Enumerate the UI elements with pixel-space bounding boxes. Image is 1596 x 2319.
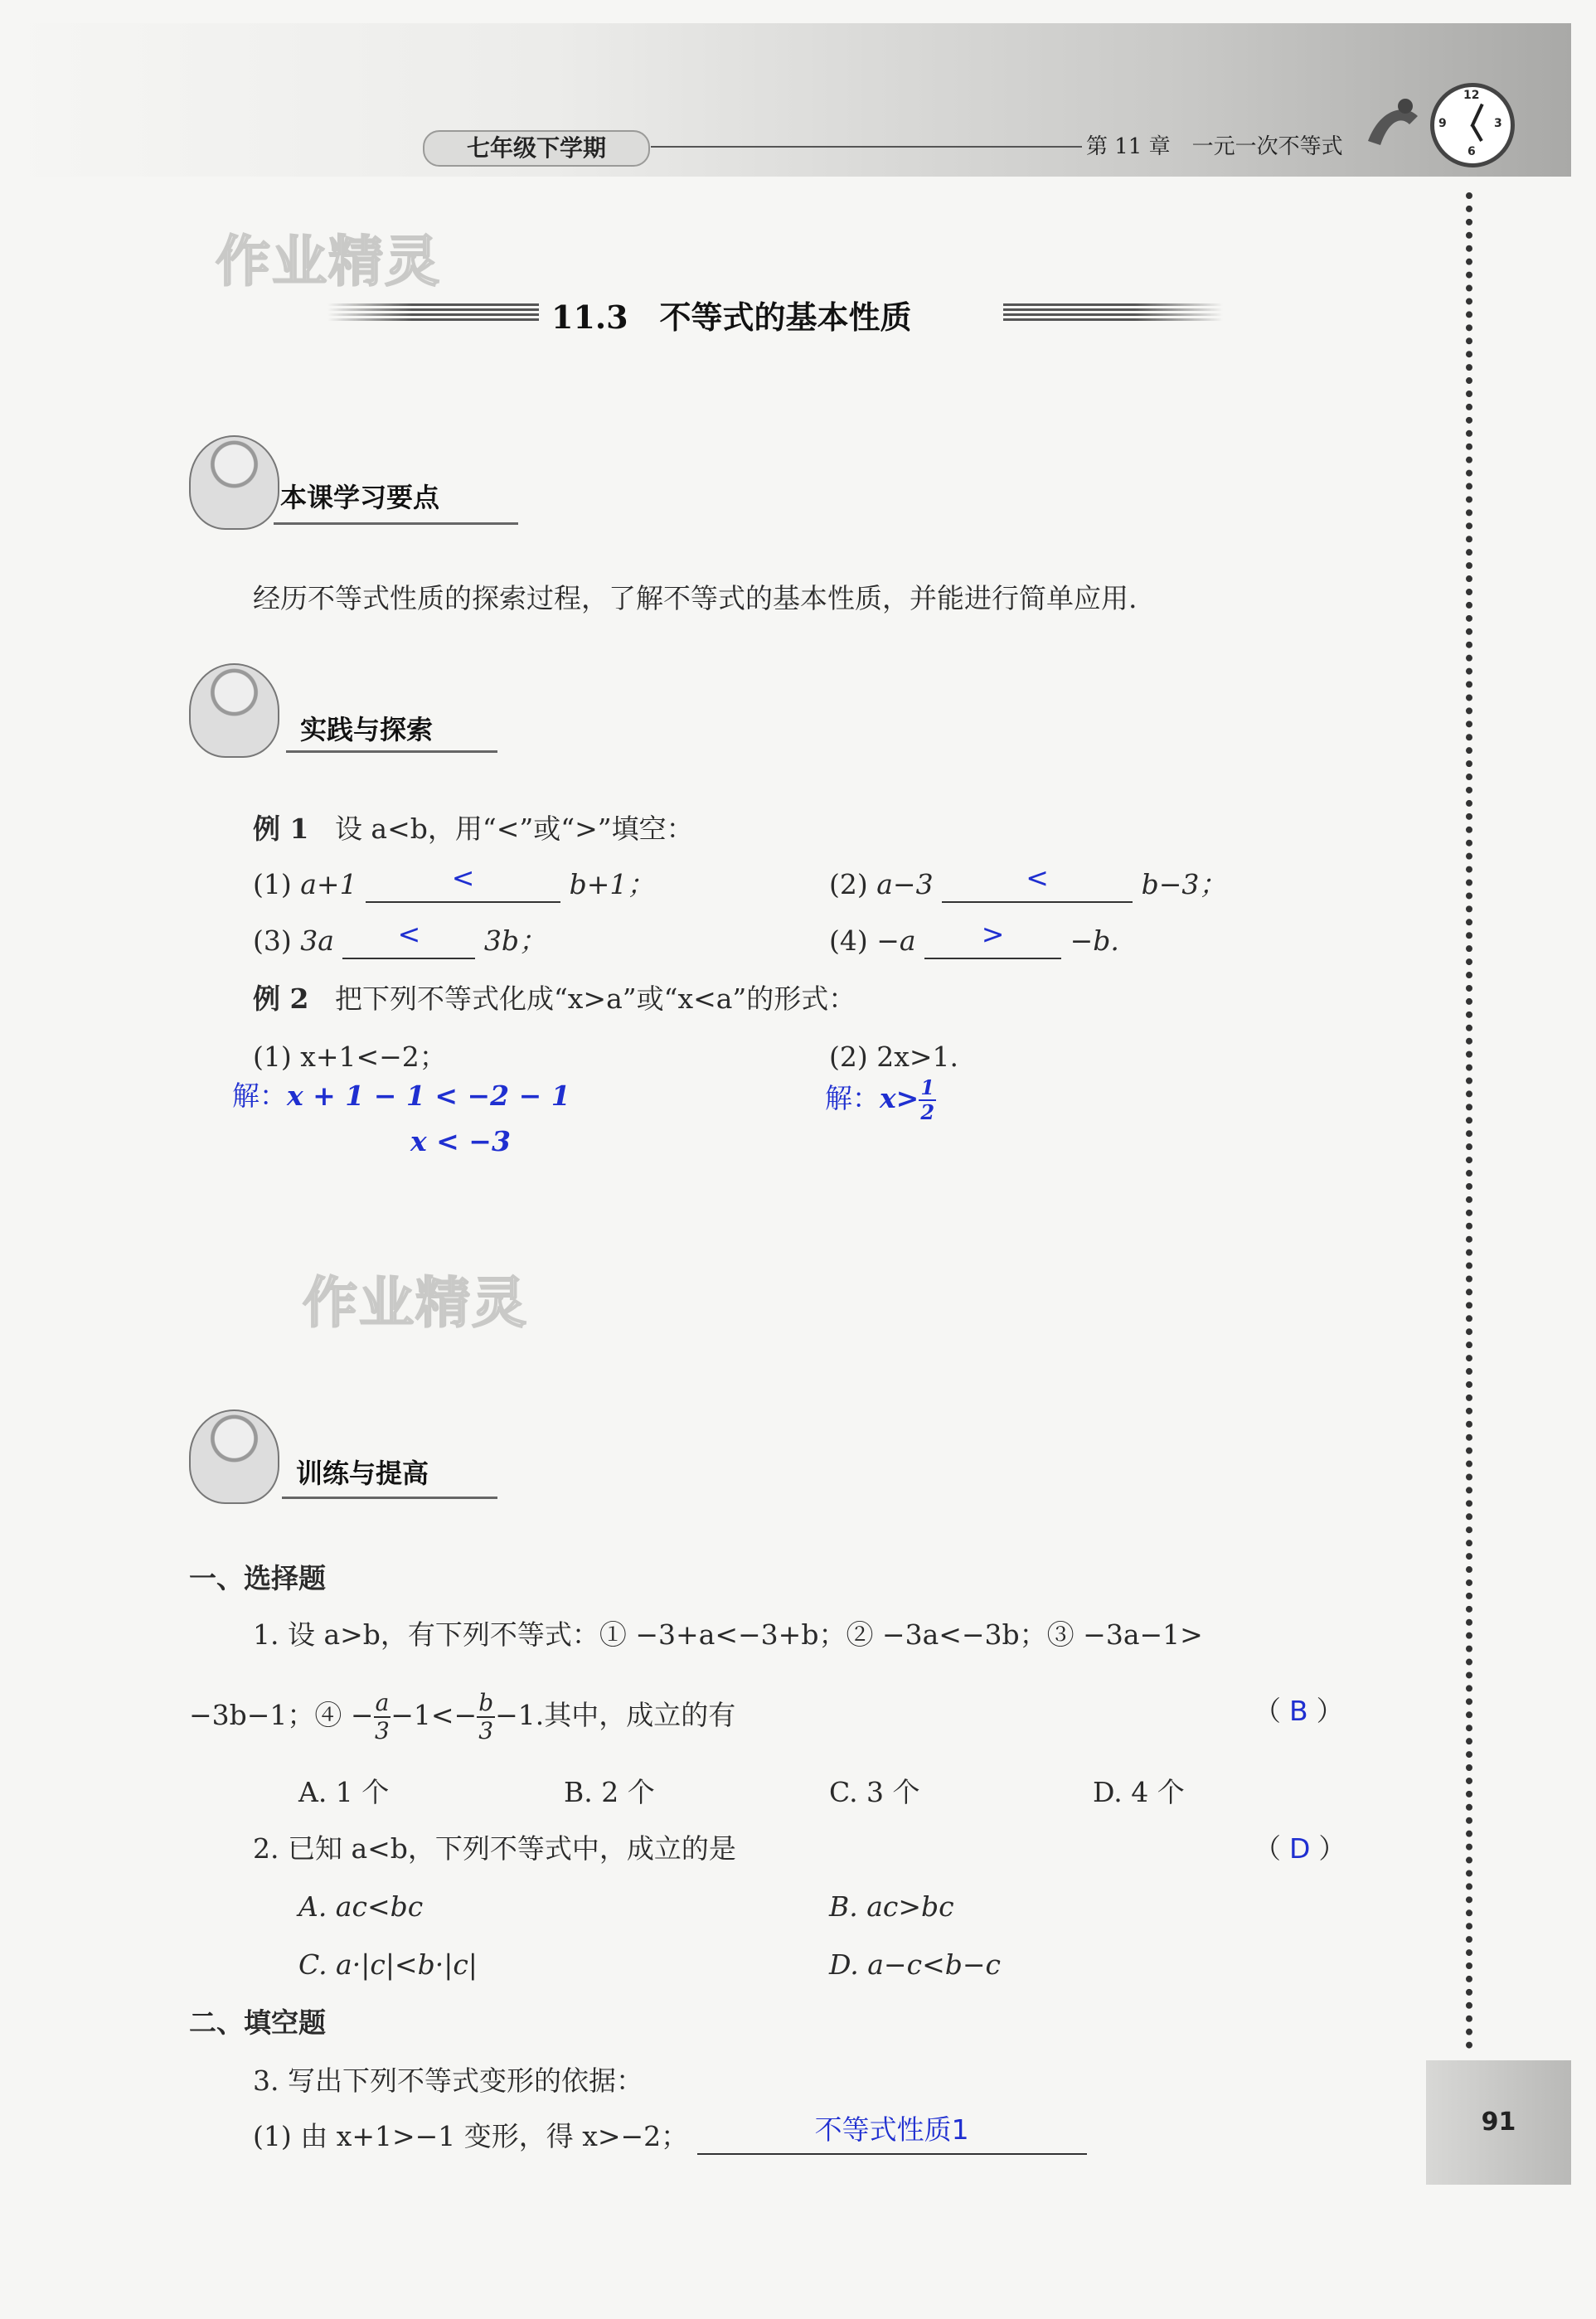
example1-label: 例 1	[253, 813, 309, 845]
fraction	[919, 1075, 936, 1124]
solution-line: x + 1 − 1 < −2 − 1	[287, 1079, 570, 1112]
example1-item-4	[829, 918, 1119, 959]
question-3-stem: 3. 写出下列不等式变形的依据：	[253, 2064, 643, 2097]
denominator: 3	[375, 1717, 390, 1744]
item-left: 3a	[300, 924, 334, 957]
item-left: −a	[876, 924, 916, 957]
clock-number: 6	[1467, 145, 1476, 158]
example1-item-1	[253, 861, 655, 903]
example2-item-2: (2) 2x>1.	[829, 1041, 958, 1073]
reading-mascot-icon	[189, 435, 279, 530]
fraction	[477, 1691, 495, 1743]
question-1-line1: 1. 设 a>b，有下列不等式：① −3+a<−3+b；② −3a<−3b；③ −3a−1>	[253, 1618, 1203, 1651]
item-left: a+1	[300, 868, 357, 900]
learning-points-heading: 本课学习要点	[280, 482, 440, 513]
answer-text: D	[1289, 1832, 1311, 1865]
heading-underline	[286, 750, 497, 753]
answer-blank	[342, 918, 475, 959]
answer-text: <	[397, 918, 421, 950]
answer-blank	[942, 861, 1133, 903]
q1-text: −3b−1；④ −	[189, 1699, 374, 1731]
item-number: (2)	[829, 868, 868, 900]
dotted-edge	[1466, 192, 1472, 2050]
fraction	[374, 1691, 391, 1743]
answer-blank	[697, 2113, 1087, 2155]
q2-option-a: A. ac<bc	[298, 1890, 424, 1923]
example2-label: 例 2	[253, 982, 309, 1015]
solution-2	[825, 1075, 936, 1124]
solution-line: x>	[880, 1082, 919, 1114]
q2-option-c: C. a·|c|<b·|c|	[298, 1948, 478, 1981]
watermark: 作业精灵	[303, 1271, 528, 1335]
solution-line: x < −3	[410, 1125, 511, 1157]
clock-hand	[1471, 124, 1482, 142]
q3-text: (1) 由 x+1>−1 变形，得 x>−2；	[253, 2120, 689, 2152]
example1-item-3	[253, 918, 547, 959]
part1-heading: 一、选择题	[189, 1562, 326, 1594]
part2-heading: 二、填空题	[189, 2006, 326, 2039]
item-number: (1)	[253, 868, 292, 900]
question-1-line2	[189, 1691, 735, 1743]
item-left: a−3	[876, 868, 934, 900]
q1-option-c: C. 3 个	[829, 1776, 920, 1808]
practice-heading: 实践与探索	[300, 714, 434, 745]
header-rule	[651, 146, 1082, 148]
q1-text: −1.其中，成立的有	[495, 1699, 736, 1731]
item-right: b−3；	[1141, 868, 1227, 900]
training-heading: 训练与提高	[296, 1458, 429, 1489]
answer-text: <	[1026, 861, 1049, 894]
writing-mascot-icon	[189, 663, 279, 758]
clock-number: 9	[1438, 117, 1447, 130]
question-2-stem: 2. 已知 a<b，下列不等式中，成立的是	[253, 1832, 736, 1865]
answer-blank	[366, 861, 560, 903]
solution-1	[232, 1078, 570, 1114]
clock-icon	[1430, 83, 1515, 167]
answer-text: >	[981, 918, 1005, 950]
q2-option-b: B. ac>bc	[829, 1890, 954, 1923]
numerator: a	[375, 1689, 390, 1716]
solution-label: 解：	[232, 1079, 287, 1112]
answer-blank	[924, 918, 1061, 959]
section-title: 11.3 不等式的基本性质	[551, 298, 912, 336]
q1-option-d: D. 4 个	[1093, 1776, 1185, 1808]
bracket: （	[1254, 1695, 1281, 1727]
q1-option-b: B. 2 个	[564, 1776, 655, 1808]
chapter-label: 第 11 章 一元一次不等式	[1086, 134, 1343, 159]
answer-text: B	[1289, 1695, 1308, 1727]
item-number: (3)	[253, 924, 292, 957]
kids-mascot-icon	[189, 1409, 279, 1504]
heading-underline	[282, 1497, 497, 1499]
answer-bracket-q1	[1254, 1693, 1344, 1730]
item-right: −b.	[1070, 924, 1119, 957]
bracket: （	[1254, 1832, 1281, 1865]
clock-number: 12	[1463, 89, 1480, 102]
example1-prompt	[253, 811, 694, 847]
numerator: b	[478, 1689, 494, 1716]
clock-number: 3	[1494, 117, 1502, 130]
item-right: 3b；	[483, 924, 547, 957]
answer-bracket-q2	[1254, 1831, 1346, 1867]
solution-label: 解：	[825, 1082, 880, 1114]
q1-text: −1<−	[391, 1699, 478, 1731]
solution-1-result	[410, 1123, 511, 1160]
numerator: 1	[920, 1075, 935, 1099]
bracket: ）	[1316, 1695, 1344, 1727]
answer-text: 不等式性质1	[814, 2113, 969, 2146]
example2-item-1: (1) x+1<−2；	[253, 1041, 447, 1073]
clock-hand	[1470, 104, 1483, 128]
question-3-item-1	[253, 2113, 1087, 2155]
heading-underline	[274, 522, 518, 525]
runner-icon	[1360, 91, 1426, 158]
answer-text: <	[451, 861, 475, 894]
bracket: ）	[1318, 1832, 1346, 1865]
watermark: 作业精灵	[216, 230, 441, 294]
item-right: b+1；	[569, 868, 655, 900]
learning-points-text: 经历不等式性质的探索过程，了解不等式的基本性质，并能进行简单应用.	[253, 582, 1138, 614]
q1-option-a: A. 1 个	[298, 1776, 390, 1808]
denominator: 3	[478, 1717, 494, 1744]
q2-option-d: D. a−c<b−c	[829, 1948, 1001, 1981]
page-number: 91	[1426, 2060, 1571, 2185]
grade-label: 七年级下学期	[423, 130, 650, 167]
example1-item-2	[829, 861, 1227, 903]
denominator: 2	[920, 1100, 935, 1124]
example2-prompt	[253, 981, 856, 1017]
example1-text: 设 a<b，用“<”或“>”填空：	[334, 813, 694, 845]
example2-text: 把下列不等式化成“x>a”或“x<a”的形式：	[334, 982, 856, 1015]
title-decoration-right	[1003, 303, 1223, 322]
item-number: (4)	[829, 924, 868, 957]
title-decoration-left	[327, 303, 539, 322]
